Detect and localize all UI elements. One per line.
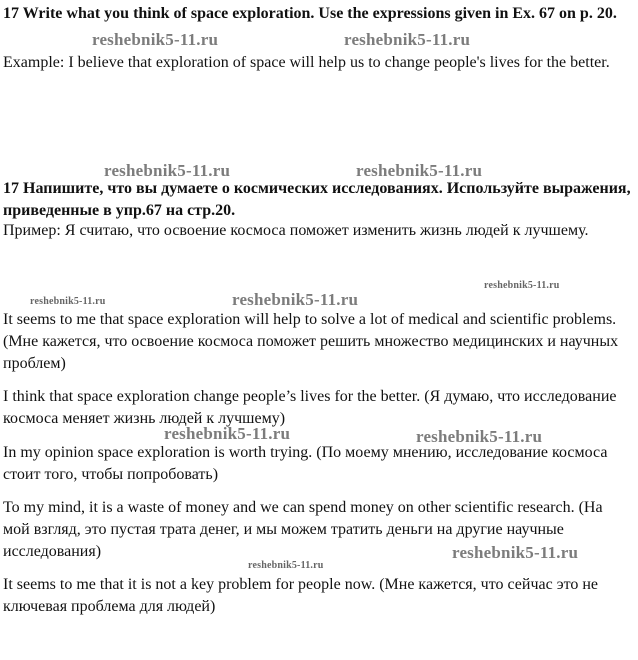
answer-3: In my opinion space exploration is worth trying. (По моему мнению, исследование космоса стоит того, чтобы попробовать) <box>3 444 608 483</box>
watermark: reshebnik5-11.ru <box>232 290 359 309</box>
answer-2: I think that space exploration change people’s lives for the better. (Я думаю, что исследование космоса меняет жизнь людей к лучшему) <box>3 388 617 427</box>
watermark: reshebnik5-11.ru <box>164 424 291 443</box>
watermark: reshebnik5-11.ru <box>104 161 231 180</box>
watermark: reshebnik5-11.ru <box>484 280 560 291</box>
watermark: reshebnik5-11.ru <box>344 30 471 49</box>
watermark: reshebnik5-11.ru <box>356 161 483 180</box>
answer-1: It seems to me that space exploration will help to solve a lot of medical and scientific problems. (Мне кажется, что освоение космоса поможет решить множество медицинских и научных проблем) <box>3 311 619 372</box>
answer-4: To my mind, it is a waste of money and we can spend money on other scientific research. (На мой взгляд, это пустая трата денег, и мы можем тратить деньги на другие научные исследования) <box>3 499 603 560</box>
task-example-en: Example: I believe that exploration of space will help us to change people's lives for the better. <box>3 54 610 71</box>
answer-5: It seems to me that it is not a key problem for people now. (Мне кажется, что сейчас это не ключевая проблема для людей) <box>3 576 599 615</box>
task-heading-en: 17 Write what you think of space exploration. Use the expressions given in Ex. 67 on p. 20. <box>3 5 617 22</box>
watermark: reshebnik5-11.ru <box>92 30 219 49</box>
watermark: reshebnik5-11.ru <box>416 427 543 446</box>
watermark: reshebnik5-11.ru <box>248 560 324 571</box>
watermark: reshebnik5-11.ru <box>30 296 106 307</box>
watermark: reshebnik5-11.ru <box>452 543 579 562</box>
task-example-ru: Пример: Я считаю, что освоение космоса поможет изменить жизнь людей к лучшему. <box>3 222 589 239</box>
task-heading-ru: 17 Напишите, что вы думаете о космических исследованиях. Используйте выражения, приведенные в упр.67 на стр.20. <box>3 180 631 219</box>
